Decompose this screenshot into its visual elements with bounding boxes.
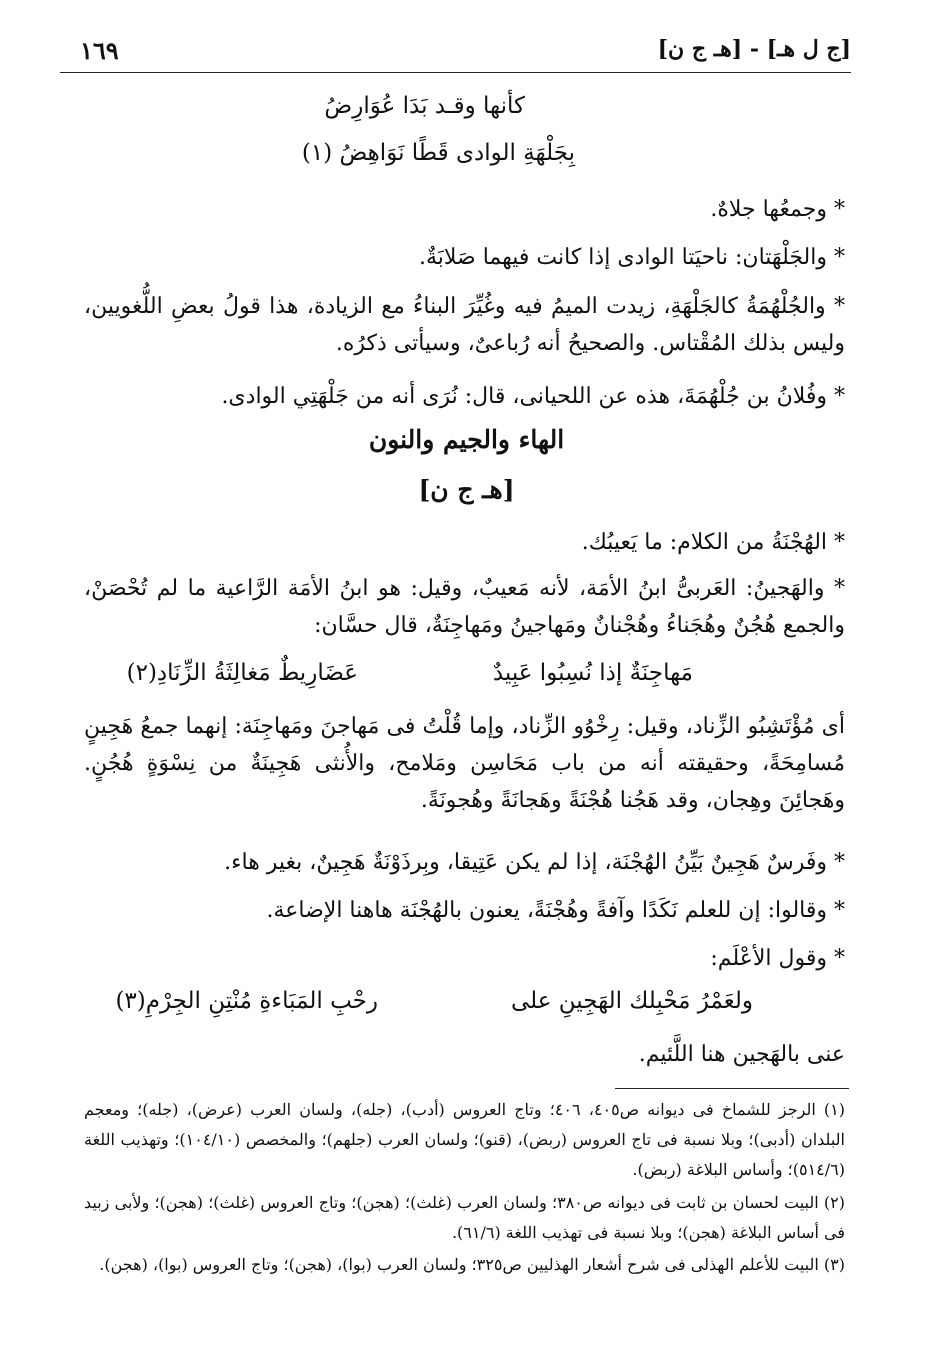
verse-line: كأنها وقـد بَدَا عُوَارِضُ <box>324 93 525 119</box>
verse-hemistich-right: مَهاجِنَةٌ إذا نُسِبُوا عَبِيدٌ <box>492 660 693 686</box>
section-heading: الهاء والجيم والنون <box>368 425 565 454</box>
footnote: (١) الرجز للشماخ فى ديوانه ص٤٠٥، ٤٠٦؛ وتاج العروس (أدب)، (جله)، ولسان العرب (عرض)، (جله)؛ ومعجم البلدان (أدبى)؛ وبلا نسبة فى تاج العروس (ربض)، (قنو)؛ ولسان العرب (جلهم)؛ والمخصص (١٠٤/١٠)؛ وتهذيب اللغة (٥١٤/٦)؛ وأساس البلاغة (ربض). <box>84 1100 846 1179</box>
paragraph: * وقالوا: إن للعلم نَكَدًا وآفةً وهُجْنَةً، يعنون بالهُجْنَة هاهنا الإضاعة. <box>266 898 845 923</box>
running-head: [ج ل هـ] - [هـ ج ن] <box>657 36 851 62</box>
footnote: (٣) البيت للأعلم الهذلى فى شرح أشعار الهذليين ص٣٢٥؛ ولسان العرب (بوا)، (هجن)؛ وتاج العروس (بوا)، (هجن). <box>99 1255 845 1274</box>
paragraph: * وجمعُها جلاهٌ. <box>710 197 845 222</box>
verse-hemistich-left: عَضَارِيطٌ مَغالِثَةُ الزِّنَادِ(٢) <box>126 660 358 686</box>
paragraph: * وقول الأعْلَم: <box>710 946 845 971</box>
page-header <box>70 36 851 70</box>
paragraph: * وفَرسٌ هَجِينٌ بَيِّنُ الهُجْنَة، إذا لم يكن عَتِيقا، وبِرذَوْنَةٌ هَجِينٌ، بغير هاء. <box>224 850 845 875</box>
paragraph: * والجُلْهُمَةُ كالجَلْهَةِ، زيدت الميمُ فيه وغُيِّرَ البناءُ مع الزيادة، هذا قولُ بعضِ اللُّغويين، وليس بذلك المُقْتاس. والصحيحُ أنه رُباعىٌ، وسيأتى ذكرُه. <box>84 294 845 356</box>
paragraph: * والجَلْهَتان: ناحيَتا الوادى إذا كانت فيهما صَلابَةٌ. <box>418 245 845 270</box>
footnote-rule <box>615 1088 849 1089</box>
header-rule <box>60 72 851 73</box>
verse-hemistich-left: رحْبِ المَبَاءةِ مُنْتِنِ الجِرْمِ(٣) <box>115 988 378 1014</box>
verse-line: بِجَلْهَةِ الوادى قَطًا نَوَاهِضُ (١) <box>301 140 575 166</box>
verse-hemistich-right: ولعَمْرُ مَحْبِلك الهَجِينِ على <box>510 988 753 1014</box>
paragraph: * الهُجْنَةُ من الكلام: ما يَعيبُك. <box>581 530 845 555</box>
page-number: ١٦٩ <box>80 36 119 65</box>
footnote: (٢) البيت لحسان بن ثابت فى ديوانه ص٣٨٠؛ ولسان العرب (غلث)؛ (هجن)؛ وتاج العروس (غلث)؛ (هجن)؛ ولأبى زبيد فى أساس البلاغة (هجن)؛ وبلا نسبة فى تهذيب اللغة (٦١/٦). <box>84 1193 845 1242</box>
paragraph: * وفُلانُ بن جُلْهُمَةَ، هذه عن اللحيانى، قال: نُرَى أنه من جَلْهَتِي الوادى. <box>221 384 845 409</box>
paragraph: أى مُؤْتَشِبُو الزِّناد، وقيل: رِخْوُو الزِّناد، وإما قُلْتُ فى مَهاجنَ ومَهاجِنَة: إنهما جمعُ هَجِينٍ مُسامِحَةً، وحقيقته أنه من باب مَحَاسِن ومَلامح، والأُنثى هَجِينَةٌ من نِسْوَةٍ هُجُنٍ. وهَجائِنَ وهِجان، وقد هَجُنا هُجْنَةً وهَجانَةً وهُجونَةً. <box>84 714 845 813</box>
paragraph: عنى بالهَجين هنا اللَّئيم. <box>638 1042 845 1067</box>
paragraph: * والهَجينُ: العَربىُّ ابنُ الأمَة، لأنه مَعيبٌ، وقيل: هو ابنُ الأمَة الرَّاعية ما لم تُحْصَنْ، والجمع هُجُنٌ وهُجَناءُ وهُجْنانٌ ومَهاجينُ ومَهاجِنَةٌ، قال حسَّان: <box>84 576 845 638</box>
root-heading: [هـ ج ن] <box>418 475 515 504</box>
